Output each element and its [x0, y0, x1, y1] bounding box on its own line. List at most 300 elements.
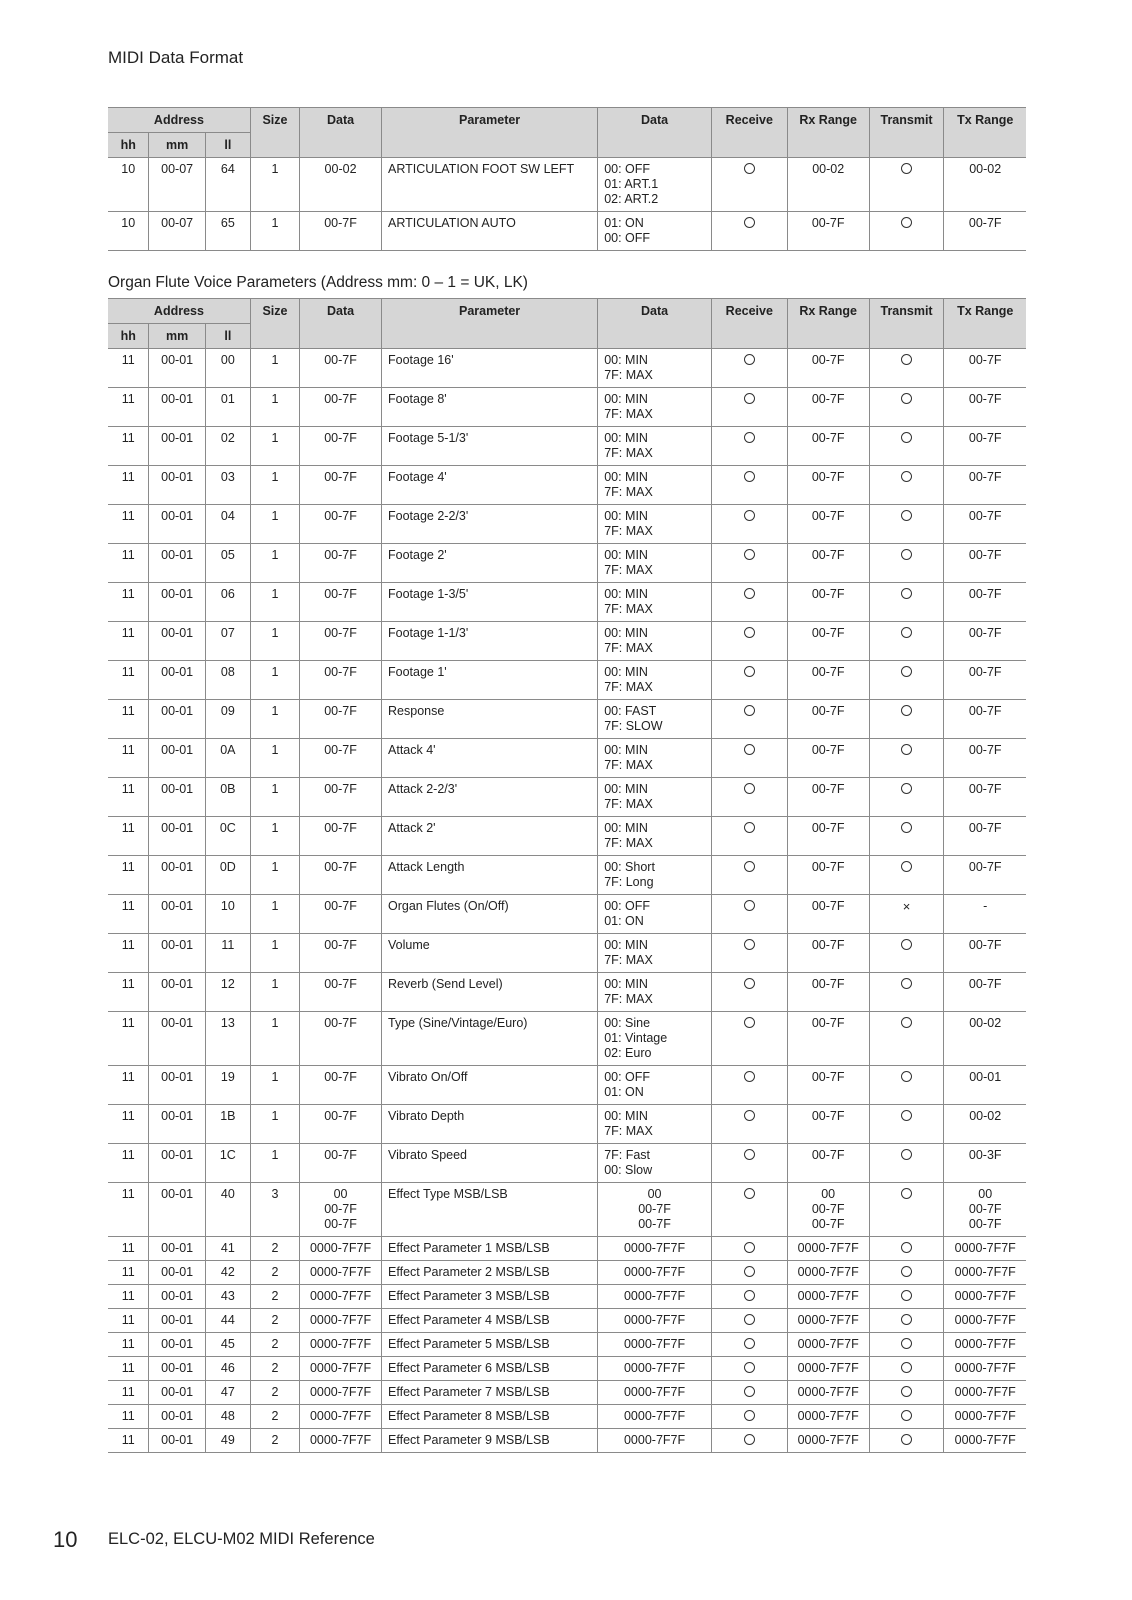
circle-mark-icon: [744, 510, 755, 521]
cell-ll: 0B: [205, 778, 250, 817]
circle-mark-icon: [744, 861, 755, 872]
cell-hh: 11: [108, 505, 149, 544]
cell-data-desc-line: 7F: MAX: [604, 407, 653, 421]
cell-parameter: Type (Sine/Vintage/Euro): [382, 1012, 598, 1066]
cell-rx-range: [787, 895, 869, 934]
cell-receive: [711, 661, 787, 700]
cell-hh: 11: [108, 622, 149, 661]
cell-rx-range: [787, 505, 869, 544]
cell-transmit: [869, 817, 944, 856]
cell-parameter: Footage 4': [382, 466, 598, 505]
cell-parameter: Vibrato On/Off: [382, 1066, 598, 1105]
circle-mark-icon: [901, 1017, 912, 1028]
cell-tx-range: [944, 739, 1026, 778]
cell-data-desc: [598, 583, 712, 622]
col-parameter: Parameter: [382, 299, 598, 324]
cell-mm: 00-01: [149, 778, 205, 817]
cell-rx-range-line: 00-7F: [811, 977, 845, 991]
cell-parameter: Attack 4': [382, 739, 598, 778]
cell-ll: 47: [205, 1381, 250, 1405]
cell-size: 2: [250, 1333, 299, 1357]
cell-data-line: 0000-7F7F: [309, 1289, 372, 1303]
circle-mark-icon: [744, 1188, 755, 1199]
cell-data-desc: [598, 1357, 712, 1381]
cell-receive: [711, 1405, 787, 1429]
cell-data-line: 00-7F: [324, 431, 357, 445]
cell-mm: 00-07: [149, 158, 205, 212]
circle-mark-icon: [744, 822, 755, 833]
cell-data-desc-line: 7F: MAX: [604, 524, 653, 538]
cell-parameter: Footage 8': [382, 388, 598, 427]
cell-data: [300, 1144, 382, 1183]
cell-data: [300, 349, 382, 388]
cell-parameter: Footage 16': [382, 349, 598, 388]
cell-data-desc-line: 0000-7F7F: [623, 1265, 686, 1279]
cell-data-desc-line: 0000-7F7F: [623, 1289, 686, 1303]
cell-receive: [711, 1066, 787, 1105]
section-title-organ-flute: Organ Flute Voice Parameters (Address mm: 0 – 1 = UK, LK): [108, 274, 528, 291]
table-row: [108, 1405, 1026, 1429]
circle-mark-icon: [744, 432, 755, 443]
table-row: [108, 973, 1026, 1012]
cell-transmit: [869, 1066, 944, 1105]
cell-rx-range: [787, 349, 869, 388]
circle-mark-icon: [744, 627, 755, 638]
cell-data-desc-line: 00: MIN: [604, 938, 648, 952]
cell-size: 1: [250, 583, 299, 622]
cell-rx-range: [787, 1105, 869, 1144]
cell-mm: 00-01: [149, 1066, 205, 1105]
cell-parameter: Reverb (Send Level): [382, 973, 598, 1012]
cell-data: [300, 212, 382, 251]
col-data-desc: Data: [598, 299, 712, 324]
cell-data: [300, 1237, 382, 1261]
cell-rx-range-line: 00-7F: [811, 821, 845, 835]
cell-data: [300, 505, 382, 544]
cell-size: 1: [250, 622, 299, 661]
cell-data-desc-line: 00: OFF: [604, 899, 651, 913]
cell-data: [300, 1183, 382, 1237]
cell-ll: 09: [205, 700, 250, 739]
cell-tx-range-line: 00-02: [969, 162, 1002, 176]
cell-rx-range-line: 0000-7F7F: [797, 1361, 859, 1375]
col-receive: Receive: [711, 108, 787, 133]
cell-rx-range-line: 00-7F: [811, 899, 845, 913]
cell-parameter: Footage 5-1/3': [382, 427, 598, 466]
cell-data: [300, 1405, 382, 1429]
circle-mark-icon: [901, 1434, 912, 1445]
cell-data-desc: [598, 544, 712, 583]
cell-receive: [711, 1285, 787, 1309]
cell-size: 1: [250, 212, 299, 251]
circle-mark-icon: [744, 1338, 755, 1349]
cell-rx-range-line: 00-02: [812, 162, 845, 176]
page-number: 10: [53, 1527, 78, 1552]
cell-parameter: Footage 2-2/3': [382, 505, 598, 544]
cell-receive: [711, 1144, 787, 1183]
cell-receive: [711, 212, 787, 251]
cell-size: 2: [250, 1261, 299, 1285]
cell-transmit: [869, 427, 944, 466]
cell-rx-range-line: 00-7F: [811, 216, 845, 230]
cell-rx-range: [787, 934, 869, 973]
cell-rx-range: [787, 1381, 869, 1405]
cell-transmit: [869, 544, 944, 583]
cell-size: 2: [250, 1429, 299, 1453]
cell-receive: [711, 1012, 787, 1066]
cell-hh: 11: [108, 778, 149, 817]
circle-mark-icon: [744, 1362, 755, 1373]
table-row: [108, 1012, 1026, 1066]
cell-data-desc-line: 00: MIN: [604, 743, 648, 757]
cell-data: [300, 1066, 382, 1105]
cell-mm: 00-01: [149, 1261, 205, 1285]
cell-data-line: 00-7F: [324, 665, 357, 679]
cell-data-desc: [598, 622, 712, 661]
cell-transmit: [869, 349, 944, 388]
cell-data: [300, 1309, 382, 1333]
cell-mm: 00-01: [149, 1333, 205, 1357]
cell-mm: 00-01: [149, 661, 205, 700]
cell-rx-range: [787, 1309, 869, 1333]
cell-parameter: Footage 2': [382, 544, 598, 583]
cell-mm: 00-01: [149, 349, 205, 388]
cell-rx-range: [787, 388, 869, 427]
cell-rx-range: [787, 1429, 869, 1453]
cell-data-desc-line: 0000-7F7F: [623, 1385, 686, 1399]
cell-tx-range-line: 00-02: [969, 1109, 1002, 1123]
table-row: [108, 1183, 1026, 1237]
cell-rx-range: [787, 1066, 869, 1105]
cell-receive: [711, 466, 787, 505]
cell-receive: [711, 1261, 787, 1285]
cell-data: [300, 427, 382, 466]
cell-data-line: 0000-7F7F: [309, 1433, 372, 1447]
cell-data-desc: [598, 1261, 712, 1285]
cell-ll: 07: [205, 622, 250, 661]
cell-tx-range-line: 00-7F: [968, 1202, 1002, 1216]
circle-mark-icon: [901, 432, 912, 443]
cell-rx-range-line: 00-7F: [811, 1202, 845, 1216]
cell-data-desc-line: 7F: MAX: [604, 680, 653, 694]
cell-data-desc-line: 00: MIN: [604, 509, 648, 523]
cell-size: 1: [250, 1066, 299, 1105]
circle-mark-icon: [901, 861, 912, 872]
cell-transmit: [869, 622, 944, 661]
cell-data: [300, 544, 382, 583]
cell-data-desc-line: 01: ON: [604, 1085, 644, 1099]
cell-data-desc-line: 0000-7F7F: [623, 1433, 686, 1447]
cell-hh: 11: [108, 1066, 149, 1105]
cell-rx-range-line: 0000-7F7F: [797, 1241, 859, 1255]
cell-transmit: [869, 583, 944, 622]
col-ll: ll: [205, 133, 250, 158]
cell-mm: 00-01: [149, 934, 205, 973]
cell-data: [300, 1381, 382, 1405]
circle-mark-icon: [901, 1410, 912, 1421]
cell-tx-range-line: 0000-7F7F: [954, 1313, 1016, 1327]
cell-data-desc-line: 02: ART.2: [604, 192, 659, 206]
cell-rx-range: [787, 1261, 869, 1285]
col-tx-range: Tx Range: [944, 299, 1026, 324]
cell-tx-range: [944, 778, 1026, 817]
cell-tx-range-line: 0000-7F7F: [954, 1433, 1016, 1447]
cell-tx-range: [944, 1105, 1026, 1144]
cell-data-line: 00-7F: [324, 353, 357, 367]
cell-parameter: Footage 1-3/5': [382, 583, 598, 622]
cell-parameter: Effect Parameter 2 MSB/LSB: [382, 1261, 598, 1285]
cell-rx-range-line: 00-7F: [811, 1070, 845, 1084]
cell-mm: 00-01: [149, 1405, 205, 1429]
cell-rx-range: [787, 466, 869, 505]
col-ll: ll: [205, 324, 250, 349]
circle-mark-icon: [744, 1314, 755, 1325]
cell-mm: 00-01: [149, 817, 205, 856]
cell-receive: [711, 505, 787, 544]
cell-hh: 11: [108, 1105, 149, 1144]
cell-data-desc-line: 00: MIN: [604, 548, 648, 562]
cell-rx-range: [787, 778, 869, 817]
cell-rx-range: [787, 1405, 869, 1429]
cell-mm: 00-01: [149, 544, 205, 583]
cell-hh: 11: [108, 1381, 149, 1405]
cell-data-line: 0000-7F7F: [309, 1409, 372, 1423]
cell-rx-range-line: 00-7F: [811, 1148, 845, 1162]
table-row: [108, 1285, 1026, 1309]
cell-receive: [711, 817, 787, 856]
circle-mark-icon: [901, 471, 912, 482]
cell-rx-range: [787, 1237, 869, 1261]
cell-tx-range: [944, 856, 1026, 895]
cell-data-desc-line: 00: [647, 1187, 662, 1201]
cell-parameter: Volume: [382, 934, 598, 973]
cell-data-desc: [598, 895, 712, 934]
cell-rx-range-line: 00-7F: [811, 431, 845, 445]
cell-hh: 11: [108, 1237, 149, 1261]
cell-tx-range: [944, 388, 1026, 427]
cell-tx-range-line: 00-7F: [968, 470, 1002, 484]
cell-rx-range: [787, 212, 869, 251]
cell-transmit: [869, 856, 944, 895]
cell-data-line: 00-7F: [324, 743, 357, 757]
cell-data-line: 00-7F: [324, 216, 357, 230]
circle-mark-icon: [901, 705, 912, 716]
cell-data-desc-line: 7F: MAX: [604, 485, 653, 499]
cell-size: 1: [250, 505, 299, 544]
col-rx-range: Rx Range: [787, 299, 869, 324]
col-data: Data: [300, 299, 382, 324]
cell-rx-range-line: 0000-7F7F: [797, 1385, 859, 1399]
cell-size: 2: [250, 1309, 299, 1333]
cell-receive: [711, 349, 787, 388]
cell-data-desc-line: 7F: MAX: [604, 563, 653, 577]
cell-hh: 11: [108, 1261, 149, 1285]
circle-mark-icon: [744, 705, 755, 716]
cell-parameter: Effect Parameter 4 MSB/LSB: [382, 1309, 598, 1333]
table-row: [108, 622, 1026, 661]
cell-tx-range: [944, 349, 1026, 388]
cell-transmit: [869, 895, 944, 934]
cell-parameter: Attack Length: [382, 856, 598, 895]
cell-size: 1: [250, 158, 299, 212]
cell-rx-range: [787, 427, 869, 466]
cell-transmit: [869, 1183, 944, 1237]
cell-rx-range: [787, 661, 869, 700]
cell-rx-range: [787, 1333, 869, 1357]
cell-parameter: Effect Parameter 8 MSB/LSB: [382, 1405, 598, 1429]
cell-size: 1: [250, 817, 299, 856]
cell-size: 1: [250, 544, 299, 583]
cell-rx-range: [787, 817, 869, 856]
table-row: [108, 1144, 1026, 1183]
cell-receive: [711, 973, 787, 1012]
midi-table-articulation: [108, 107, 1026, 251]
circle-mark-icon: [744, 1110, 755, 1121]
cell-data-desc: [598, 505, 712, 544]
cell-tx-range-line: 00-7F: [968, 782, 1002, 796]
col-parameter: Parameter: [382, 108, 598, 133]
cell-data-line: 0000-7F7F: [309, 1265, 372, 1279]
table-row: [108, 1261, 1026, 1285]
col-transmit: Transmit: [869, 108, 944, 133]
cell-ll: 10: [205, 895, 250, 934]
circle-mark-icon: [744, 978, 755, 989]
circle-mark-icon: [901, 1110, 912, 1121]
cell-hh: 11: [108, 388, 149, 427]
cell-rx-range-line: 00-7F: [811, 938, 845, 952]
cell-data-desc-line: 0000-7F7F: [623, 1241, 686, 1255]
circle-mark-icon: [901, 1362, 912, 1373]
cell-data-desc-line: 01: Vintage: [604, 1031, 668, 1045]
cell-transmit: [869, 739, 944, 778]
cell-data-desc: [598, 1309, 712, 1333]
cell-size: 1: [250, 739, 299, 778]
cell-ll: 65: [205, 212, 250, 251]
cell-tx-range-line: 00-7F: [968, 821, 1002, 835]
cell-tx-range-line: 0000-7F7F: [954, 1265, 1016, 1279]
circle-mark-icon: [744, 1410, 755, 1421]
cell-data-desc-line: 00: Sine: [604, 1016, 651, 1030]
cell-hh: 11: [108, 1357, 149, 1381]
cell-data-desc: [598, 427, 712, 466]
cell-tx-range: [944, 427, 1026, 466]
cell-parameter: Attack 2-2/3': [382, 778, 598, 817]
col-address: Address: [108, 108, 250, 133]
cell-hh: 11: [108, 934, 149, 973]
cell-tx-range: [944, 661, 1026, 700]
cell-rx-range-line: 00-7F: [811, 1217, 845, 1231]
cell-transmit: [869, 1261, 944, 1285]
cell-receive: [711, 544, 787, 583]
cell-parameter: ARTICULATION AUTO: [382, 212, 598, 251]
cell-transmit: [869, 212, 944, 251]
cell-data-desc-line: 7F: MAX: [604, 1124, 653, 1138]
circle-mark-icon: [901, 1266, 912, 1277]
cell-ll: 49: [205, 1429, 250, 1453]
cell-ll: 1B: [205, 1105, 250, 1144]
cell-data-line: 00-7F: [324, 1109, 357, 1123]
cell-data-desc-line: 7F: SLOW: [604, 719, 663, 733]
cell-mm: 00-01: [149, 700, 205, 739]
cell-parameter: Effect Parameter 7 MSB/LSB: [382, 1381, 598, 1405]
cell-mm: 00-01: [149, 1429, 205, 1453]
cell-transmit: [869, 1357, 944, 1381]
cell-data-desc-line: 7F: MAX: [604, 797, 653, 811]
cell-size: 1: [250, 778, 299, 817]
cell-data-line: 00-02: [324, 162, 357, 176]
cell-tx-range: [944, 466, 1026, 505]
cell-rx-range-line: 00-7F: [811, 353, 845, 367]
cell-data-desc-line: 00: MIN: [604, 431, 648, 445]
cell-rx-range: [787, 1144, 869, 1183]
cell-size: 1: [250, 1144, 299, 1183]
cell-ll: 46: [205, 1357, 250, 1381]
cell-data-line: 00-7F: [324, 1070, 357, 1084]
cell-data-line: 00: [333, 1187, 348, 1201]
cell-size: 2: [250, 1381, 299, 1405]
cell-data-desc-line: 00-7F: [638, 1217, 671, 1231]
cell-receive: [711, 1381, 787, 1405]
col-data-desc: Data: [598, 108, 712, 133]
cell-rx-range-line: 0000-7F7F: [797, 1313, 859, 1327]
cell-data: [300, 661, 382, 700]
cell-data-line: 00-7F: [324, 821, 357, 835]
cell-data-line: 00-7F: [324, 392, 357, 406]
cell-data-line: 00-7F: [324, 977, 357, 991]
cell-ll: 0A: [205, 739, 250, 778]
table-row: [108, 544, 1026, 583]
circle-mark-icon: [901, 783, 912, 794]
cell-data-desc: [598, 700, 712, 739]
cell-ll: 48: [205, 1405, 250, 1429]
cell-data: [300, 1261, 382, 1285]
cell-transmit: [869, 1012, 944, 1066]
cell-rx-range-line: 00-7F: [811, 587, 845, 601]
cell-receive: [711, 1183, 787, 1237]
cell-rx-range-line: 00-7F: [811, 548, 845, 562]
cell-hh: 11: [108, 661, 149, 700]
table-row: [108, 934, 1026, 973]
cell-ll: 43: [205, 1285, 250, 1309]
cell-mm: 00-01: [149, 895, 205, 934]
cell-tx-range-line: 00-01: [969, 1070, 1002, 1084]
cell-tx-range: [944, 1357, 1026, 1381]
circle-mark-icon: [744, 217, 755, 228]
cell-receive: [711, 856, 787, 895]
cell-data: [300, 973, 382, 1012]
cell-receive: [711, 158, 787, 212]
cell-data-desc-line: 7F: MAX: [604, 446, 653, 460]
cell-hh: 11: [108, 856, 149, 895]
cell-size: 1: [250, 427, 299, 466]
cell-data-desc-line: 00: MIN: [604, 353, 648, 367]
cell-data-desc-line: 00: Short: [604, 860, 655, 874]
cell-ll: 0C: [205, 817, 250, 856]
cell-tx-range: [944, 158, 1026, 212]
cell-data-desc-line: 01: ART.1: [604, 177, 659, 191]
cell-data: [300, 1012, 382, 1066]
cell-data-desc: [598, 856, 712, 895]
cell-data-line: 00-7F: [324, 1217, 357, 1231]
cell-data: [300, 583, 382, 622]
cell-ll: 06: [205, 583, 250, 622]
cell-data-line: 00-7F: [324, 1202, 357, 1216]
cell-rx-range-line: 00-7F: [811, 1016, 845, 1030]
cell-transmit: [869, 388, 944, 427]
cell-tx-range-line: 0000-7F7F: [954, 1361, 1016, 1375]
circle-mark-icon: [901, 1338, 912, 1349]
cell-data-desc-line: 00: OFF: [604, 162, 651, 176]
